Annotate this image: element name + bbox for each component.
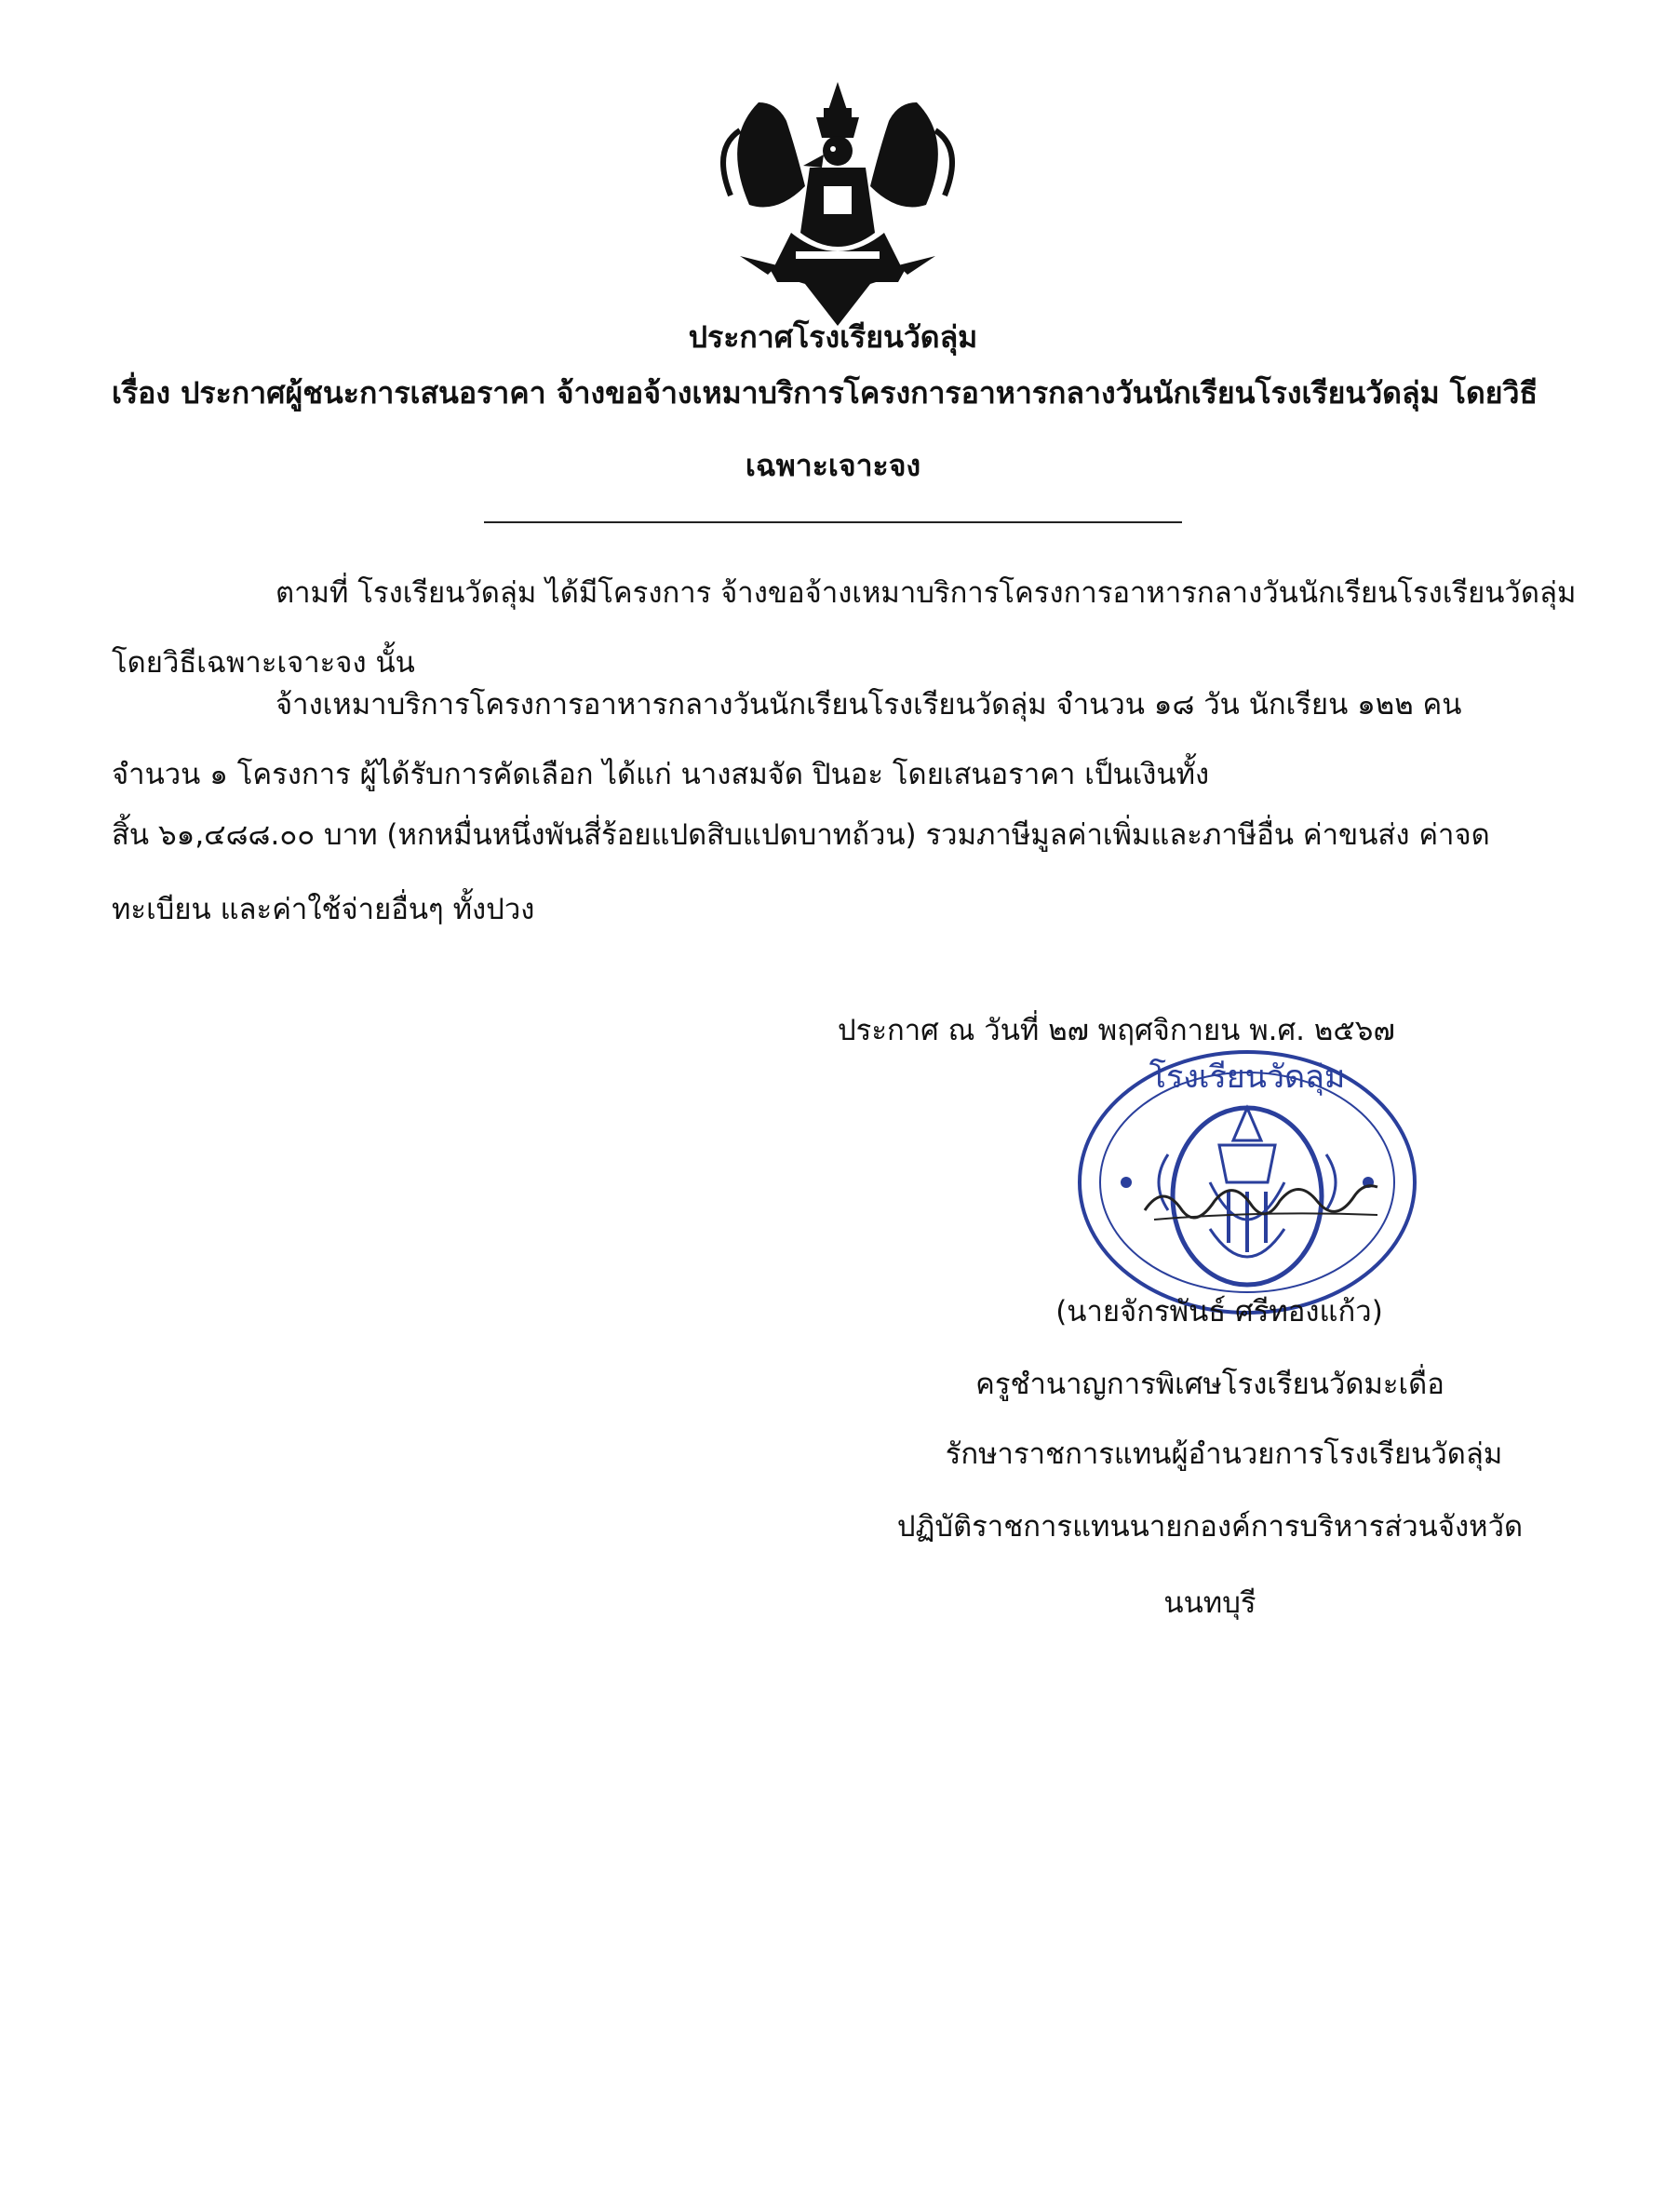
signatory-position: ครูชำนาญการพิเศษโรงเรียนวัดมะเดื่อ	[975, 1368, 1444, 1401]
document-subject-continuation: เฉพาะเจาะจง	[745, 448, 921, 483]
document-subject: เรื่อง ประกาศผู้ชนะการเสนอราคา จ้างขอจ้างเหมาบริการโครงการอาหารกลางวันนักเรียนโรงเรียนวัดลุ่ม โดยวิธี	[112, 375, 1538, 411]
signatory-position: ปฏิบัติราชการแทนนายกองค์การบริหารส่วนจังหวัด	[896, 1510, 1524, 1544]
body-line: ทะเบียน และค่าใช้จ่ายอื่นๆ ทั้งปวง	[112, 893, 535, 926]
signatory-name: (นายจักรพันธ์ ศรีทองแก้ว)	[1055, 1295, 1383, 1329]
handwritten-signature	[1135, 1168, 1396, 1234]
signatory-position: นนทบุรี	[1163, 1586, 1256, 1620]
body-line: จำนวน ๑ โครงการ ผู้ได้รับการคัดเลือก ได้แก่ นางสมจัด ปินอะ โดยเสนอราคา เป็นเงินทั้ง	[112, 758, 1210, 791]
body-line: สิ้น ๖๑,๔๘๘.๐๐ บาท (หกหมื่นหนึ่งพันสี่ร้อยแปดสิบแปดบาทถ้วน) รวมภาษีมูลค่าเพิ่มและภาษีอื่น ค่าขนส่ง ค่าจด	[112, 818, 1490, 852]
signatory-position: รักษาราชการแทนผู้อำนวยการโรงเรียนวัดลุ่ม	[945, 1437, 1503, 1471]
body-line: จ้างเหมาบริการโครงการอาหารกลางวันนักเรียนโรงเรียนวัดลุ่ม จำนวน ๑๘ วัน นักเรียน ๑๒๒ คน	[275, 688, 1462, 722]
body-line: โดยวิธีเฉพาะเจาะจง นั้น	[112, 646, 415, 680]
document-title: ประกาศโรงเรียนวัดลุ่ม	[688, 319, 978, 355]
body-line: ตามที่ โรงเรียนวัดลุ่ม ได้มีโครงการ จ้างขอจ้างเหมาบริการโครงการอาหารกลางวันนักเรียนโรงเรียนวัดลุ่ม	[275, 576, 1577, 610]
garuda-emblem-icon	[703, 74, 973, 335]
title-divider	[484, 521, 1182, 523]
seal-text: โรงเรียนวัดลุ่ม	[1149, 1059, 1346, 1096]
announcement-date: ประกาศ ณ วันที่ ๒๗ พฤศจิกายน พ.ศ. ๒๕๖๗	[838, 1014, 1395, 1047]
